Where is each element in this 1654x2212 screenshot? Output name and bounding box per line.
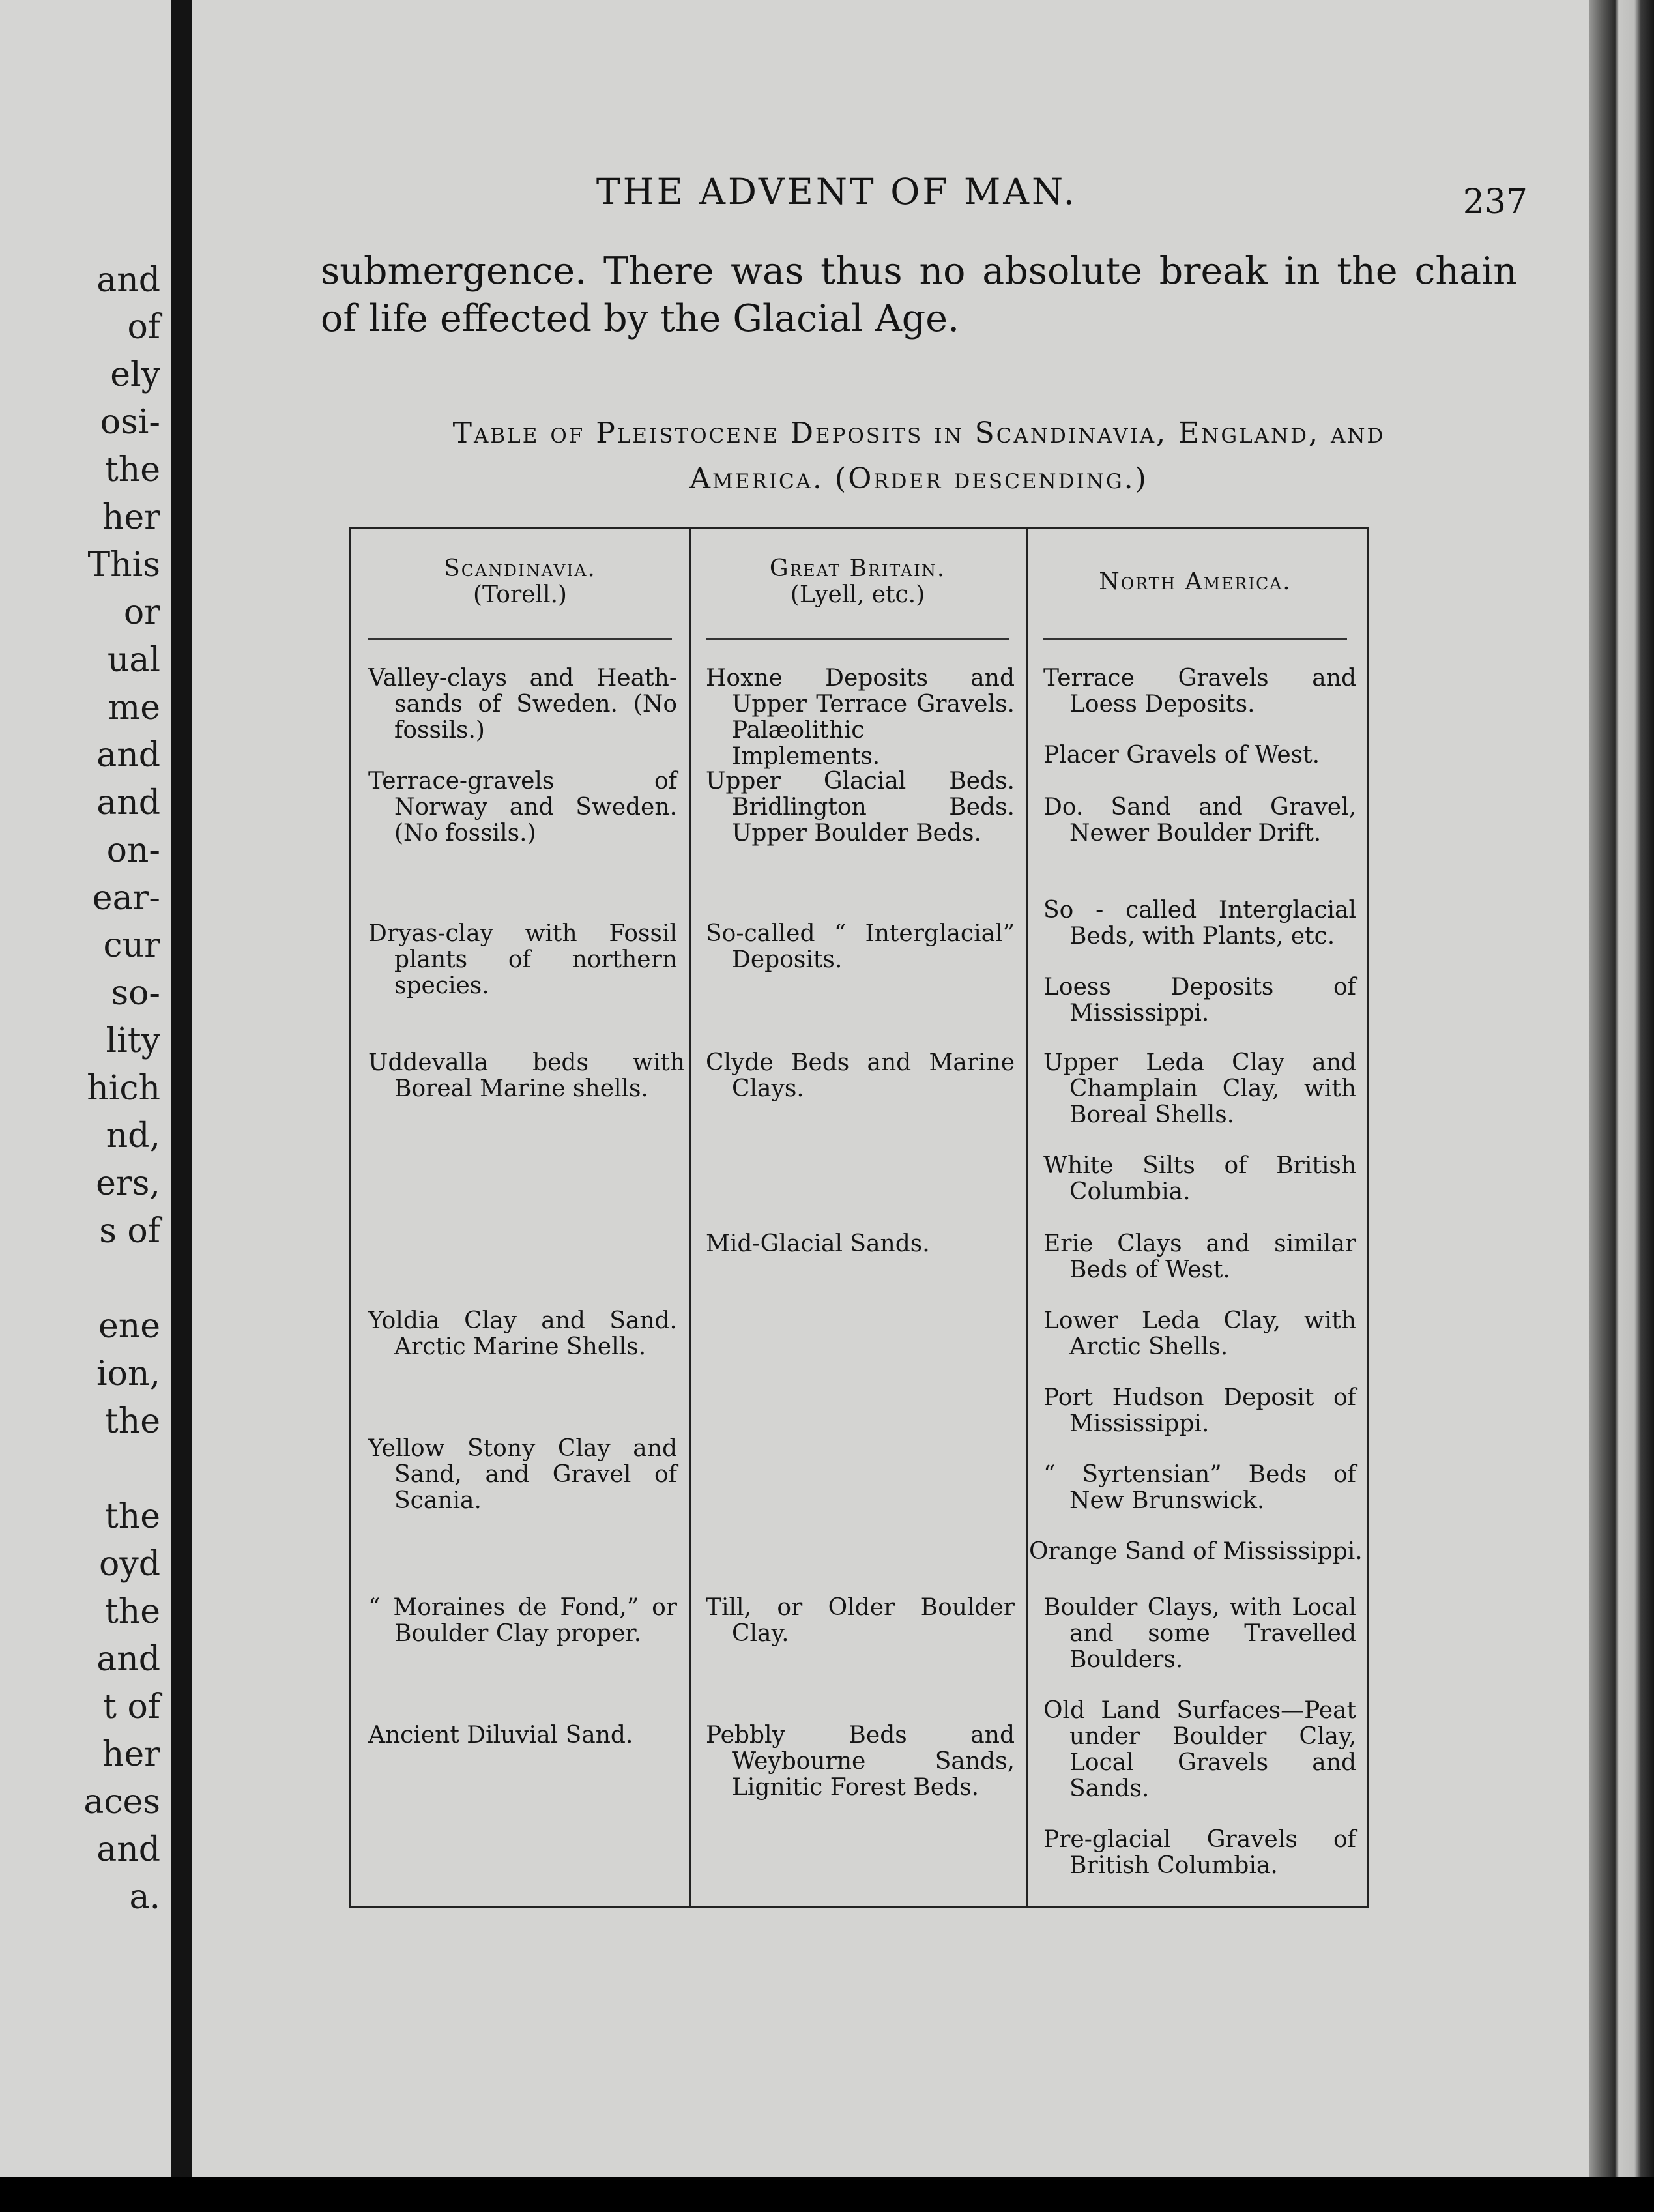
left-fragment: and [96,736,160,775]
left-fragment: or [123,593,160,632]
left-fragment: nd, [106,1116,160,1156]
table-cell-north-america: Lower Leda Clay, with Arctic Shells. [1043,1307,1356,1360]
left-fragment: This [87,546,160,585]
left-fragment: so- [111,974,160,1013]
left-fragment: ene [98,1307,160,1346]
table-cell-great-britain: Pebbly Beds and Weybourne Sands, Lignitic Forest Beds. [706,1722,1015,1801]
left-fragment: hich [87,1069,160,1108]
column-header-north-america [1033,569,1357,595]
table-cell-great-britain: Till, or Older Boulder Clay. [706,1594,1015,1647]
left-fragment: oyd [99,1545,160,1584]
left-fragment: osi- [100,403,160,442]
table-cell-scandinavia: Uddevalla beds with Boreal Marine shells. [368,1049,685,1102]
table-cell-north-america: Loess Deposits of Mississippi. [1043,974,1356,1026]
table-cell-scandinavia: Dryas-clay with Fossil plants of northern species. [368,920,677,999]
left-fragment: t of [103,1687,160,1726]
table-cell-great-britain: So-called “ Interglacial” Deposits. [706,920,1015,973]
left-fragment: the [104,1592,160,1631]
left-fragment: ion, [96,1354,160,1393]
header-rule [1043,638,1347,640]
book-gutter [171,0,192,2177]
table-cell-great-britain: Hoxne Deposits and Upper Terrace Gravels. Palæolithic Implements. [706,665,1015,770]
left-fragment: and [96,1830,160,1869]
table-cell-scandinavia: Yellow Stony Clay and Sand, and Gravel of Scania. [368,1435,677,1514]
left-fragment: and [96,783,160,822]
table-cell-scandinavia: Valley-clays and Heath-sands of Sweden. (No fossils.) [368,665,677,744]
table-cell-north-america: Do. Sand and Gravel, Newer Boulder Drift. [1043,794,1356,847]
left-fragment: of [127,308,160,347]
left-fragment: ear- [92,879,160,918]
left-fragment: ual [107,641,160,680]
table-cell-scandinavia: “ Moraines de Fond,” or Boulder Clay proper. [368,1594,677,1647]
left-fragment: her [102,1735,160,1774]
left-fragment: and [96,1640,160,1679]
column-header-scandinavia [358,556,682,608]
left-fragment: cur [103,926,160,965]
header-rule [706,638,1009,640]
left-fragment: the [104,450,160,489]
table-cell-north-america: So - called Interglacial Beds, with Plants, etc. [1043,897,1356,950]
left-fragment: me [108,688,160,727]
left-fragment: ely [110,355,160,394]
table-cell-scandinavia: Terrace-gravels of Norway and Sweden. (No fossils.) [368,768,677,847]
table-title-line-2: America. (Order descending.) [689,462,1148,495]
table-cell-north-america: Terrace Gravels and Loess Deposits. [1043,665,1356,718]
table-cell-north-america: Orange Sand of Mississippi. [1029,1538,1363,1565]
column-subheading: (Lyell, etc.) [790,581,925,608]
page-number: 237 [1462,182,1528,222]
table-cell-north-america: Placer Gravels of West. [1043,742,1320,768]
column-divider [1026,529,1028,1906]
table-cell-great-britain: Clyde Beds and Marine Clays. [706,1049,1015,1102]
left-fragment: lity [106,1021,160,1060]
table-cell-north-america: Old Land Surfaces—Peat under Boulder Clay, Local Gravels and Sands. [1043,1697,1356,1802]
body-paragraph: submergence. There was thus no absolute break in the chain of life effected by the Glacial Age. [321,250,1517,340]
table-cell-north-america: Pre-glacial Gravels of British Columbia. [1043,1826,1356,1879]
running-title: THE ADVENT OF MAN. [596,171,1078,212]
page-237 [192,0,1589,2177]
left-fragment: and [96,261,160,300]
table-cell-north-america: Boulder Clays, with Local and some Travelled Boulders. [1043,1594,1356,1673]
column-heading: Scandinavia. [444,555,596,582]
left-fragment: ers, [96,1164,160,1203]
table-title [321,411,1517,502]
left-fragment: aces [83,1783,160,1822]
deposits-table [349,527,1369,1908]
table-cell-scandinavia: Ancient Diluvial Sand. [368,1722,633,1749]
left-fragment: her [102,498,160,537]
table-cell-great-britain: Mid-Glacial Sands. [706,1230,930,1257]
table-cell-north-america: “ Syrtensian” Beds of New Brunswick. [1043,1461,1356,1514]
table-cell-north-america: White Silts of British Columbia. [1043,1152,1356,1205]
column-heading: North America. [1099,568,1292,595]
page-edge-right [1589,0,1654,2177]
table-cell-great-britain: Upper Glacial Beds. Bridlington Beds. Upper Boulder Beds. [706,768,1015,847]
table-cell-north-america: Upper Leda Clay and Champlain Clay, with Boreal Shells. [1043,1049,1356,1128]
table-title-line-1: Table of Pleistocene Deposits in Scandinavia, England, and [452,416,1386,450]
table-cell-north-america: Port Hudson Deposit of Mississippi. [1043,1384,1356,1437]
column-header-great-britain [695,556,1020,608]
facing-page-left [0,0,171,2177]
left-fragment: on- [106,831,160,870]
left-fragment: the [104,1402,160,1441]
table-cell-scandinavia: Yoldia Clay and Sand. Arctic Marine Shells. [368,1307,677,1360]
column-heading: Great Britain. [769,555,946,582]
scan-border-bottom [0,2177,1654,2212]
table-cell-north-america: Erie Clays and similar Beds of West. [1043,1230,1356,1283]
left-fragment: a. [129,1878,160,1917]
left-fragment: s of [99,1212,160,1251]
column-subheading: (Torell.) [473,581,567,608]
header-rule [368,638,672,640]
column-divider [689,529,691,1906]
left-fragment: the [104,1497,160,1536]
